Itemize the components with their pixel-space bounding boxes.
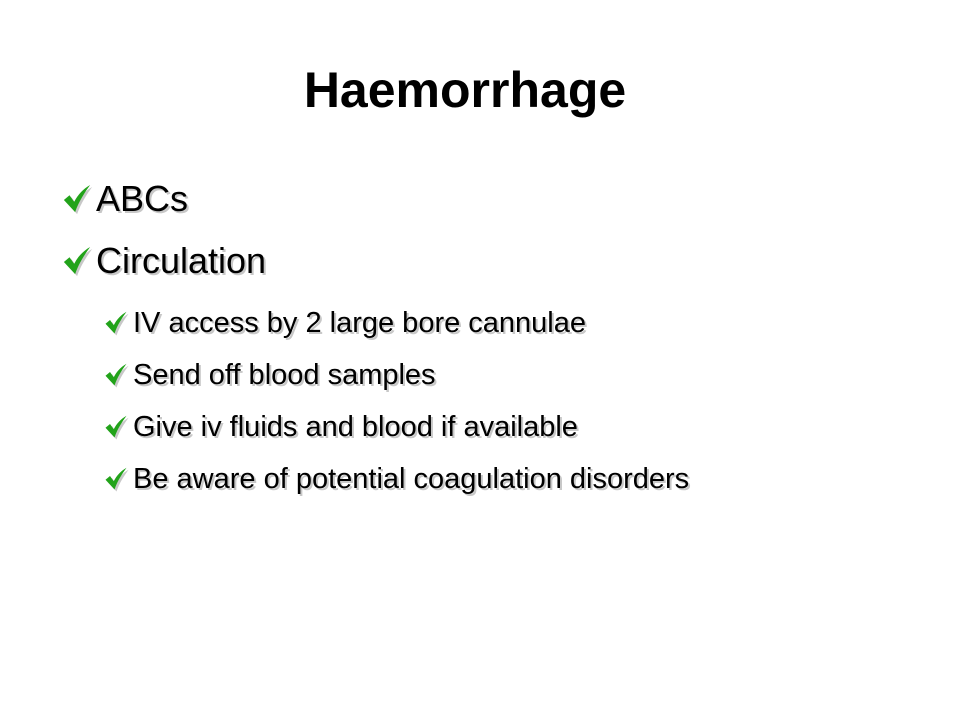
sub-bullet-text: Send off blood samples — [133, 358, 436, 391]
check-mark-icon — [62, 246, 92, 276]
bullet-text: ABCs — [96, 178, 189, 219]
sub-bullet-item — [104, 409, 578, 445]
check-mark-icon — [104, 415, 128, 439]
bullet-item — [62, 177, 188, 221]
check-mark-icon — [104, 467, 128, 491]
bullet-text: Circulation — [96, 240, 267, 281]
sub-bullet-text: Be aware of potential coagulation disorders — [133, 462, 690, 495]
sub-bullet-item — [104, 305, 586, 341]
check-mark-icon — [104, 311, 128, 335]
sub-bullet-text: IV access by 2 large bore cannulae — [133, 306, 586, 339]
sub-bullet-item — [104, 461, 689, 497]
sub-bullet-item — [104, 357, 436, 393]
bullet-item — [62, 239, 266, 283]
check-mark-icon — [62, 184, 92, 214]
sub-bullet-text: Give iv fluids and blood if available — [133, 410, 578, 443]
slide-title: Haemorrhage — [303, 62, 627, 118]
check-mark-icon — [104, 363, 128, 387]
